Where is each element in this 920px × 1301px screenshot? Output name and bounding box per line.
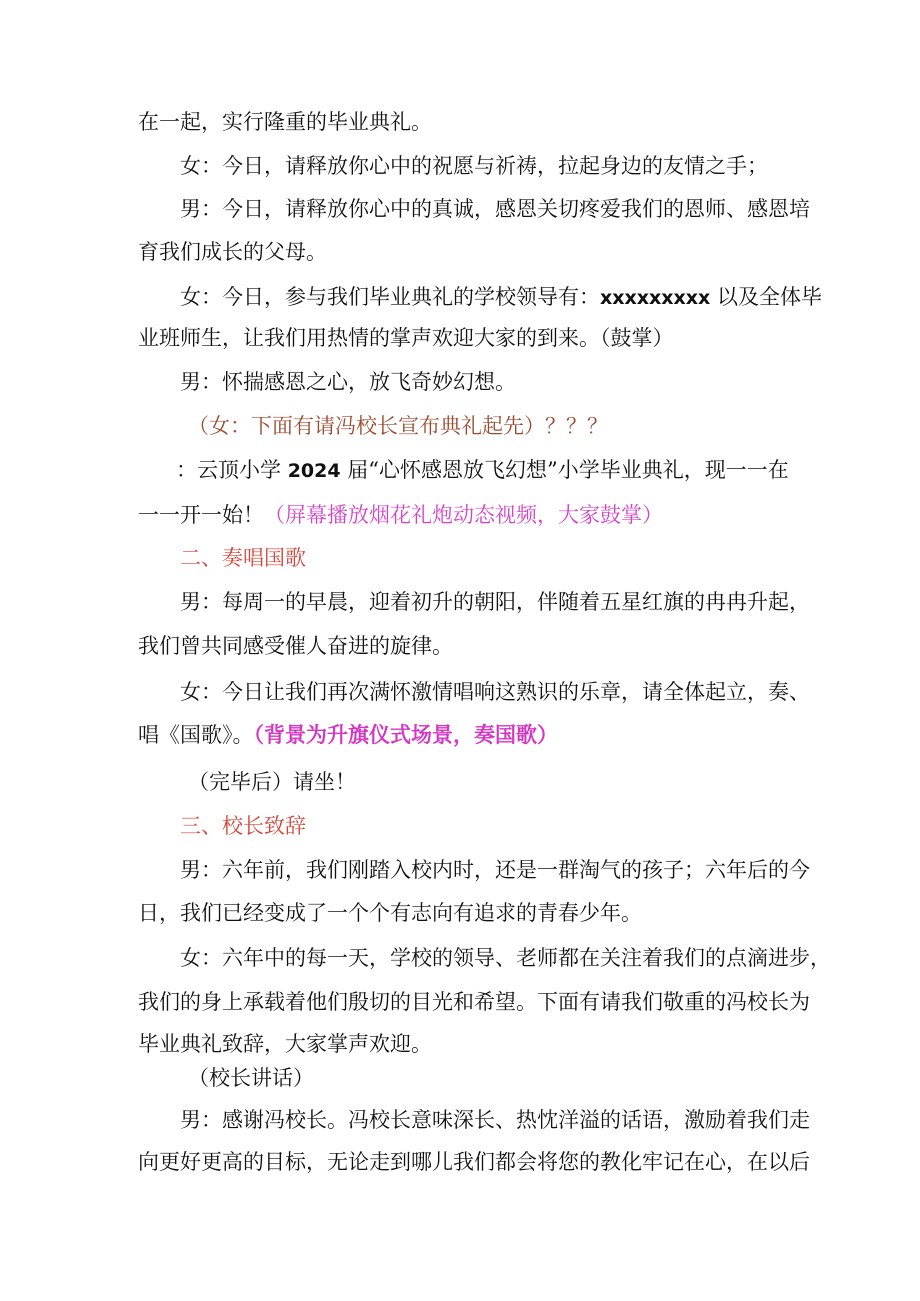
paragraph-line: 男：每周一的早晨，迎着初升的朝阳，伴随着五星红旗的冉冉升起， bbox=[180, 590, 810, 614]
paragraph-line: 男：感谢冯校长。冯校长意味深长、热忱洋溢的话语，激励着我们走 bbox=[180, 1108, 810, 1132]
stage-direction: （女：下面有请冯校长宣布典礼起先）？？？ bbox=[188, 414, 608, 438]
leader-names-placeholder: xxxxxxxxx bbox=[600, 287, 711, 309]
paragraph-line: 一一开一始！（屏幕播放烟花礼炮动态视频，大家鼓掌） bbox=[138, 503, 663, 527]
paragraph-line: 育我们成长的父母。 bbox=[138, 240, 327, 264]
stage-direction: （校长讲话） bbox=[188, 1066, 314, 1090]
paragraph-line: 向更好更高的目标，无论走到哪儿我们都会将您的教化牢记在心，在以后 bbox=[138, 1150, 810, 1174]
paragraph-line: 我们曾共同感受催人奋进的旋律。 bbox=[138, 634, 453, 658]
paragraph-line: 在一起，实行隆重的毕业典礼。 bbox=[138, 110, 432, 134]
paragraph-line: 女：今日，请释放你心中的祝愿与祈祷，拉起身边的友情之手； bbox=[180, 154, 768, 178]
paragraph-line: 男：怀揣感恩之心，放飞奇妙幻想。 bbox=[180, 370, 516, 394]
paragraph-line: 毕业典礼致辞，大家掌声欢迎。 bbox=[138, 1032, 432, 1056]
year-number: 2024 bbox=[287, 460, 341, 482]
stage-direction: （完毕后）请坐！ bbox=[188, 770, 356, 794]
paragraph-line: 女：今日，参与我们毕业典礼的学校领导有：xxxxxxxxx 以及全体毕 bbox=[180, 285, 822, 309]
screen-cue: （背景为升旗仪式场景，奏国歌） bbox=[253, 722, 558, 747]
paragraph-line: 男：六年前，我们刚踏入校内时，还是一群淘气的孩子；六年后的今 bbox=[180, 858, 810, 882]
paragraph-line: 女：今日让我们再次满怀激情唱响这熟识的乐章，请全体起立，奏、 bbox=[180, 680, 810, 704]
paragraph-line: 女：六年中的每一天，学校的领导、老师都在关注着我们的点滴进步， bbox=[180, 946, 831, 970]
paragraph-line: 唱《国歌》。（背景为升旗仪式场景，奏国歌） bbox=[138, 722, 558, 747]
screen-cue: （屏幕播放烟花礼炮动态视频，大家鼓掌） bbox=[264, 503, 663, 527]
paragraph-line: ：云顶小学 2024 届“心怀感恩放飞幻想”小学毕业典礼，现一一在 bbox=[176, 458, 789, 482]
paragraph-line: 男：今日，请释放你心中的真诚，感恩关切疼爱我们的恩师、感恩培 bbox=[180, 197, 810, 221]
section-heading: 二、奏唱国歌 bbox=[180, 546, 306, 570]
paragraph-line: 业班师生，让我们用热情的掌声欢迎大家的到来。（鼓掌） bbox=[138, 326, 674, 350]
section-heading: 三、校长致辞 bbox=[180, 814, 306, 838]
paragraph-line: 日，我们已经变成了一个个有志向有追求的青春少年。 bbox=[138, 901, 642, 925]
paragraph-line: 我们的身上承载着他们殷切的目光和希望。下面有请我们敬重的冯校长为 bbox=[138, 990, 810, 1014]
